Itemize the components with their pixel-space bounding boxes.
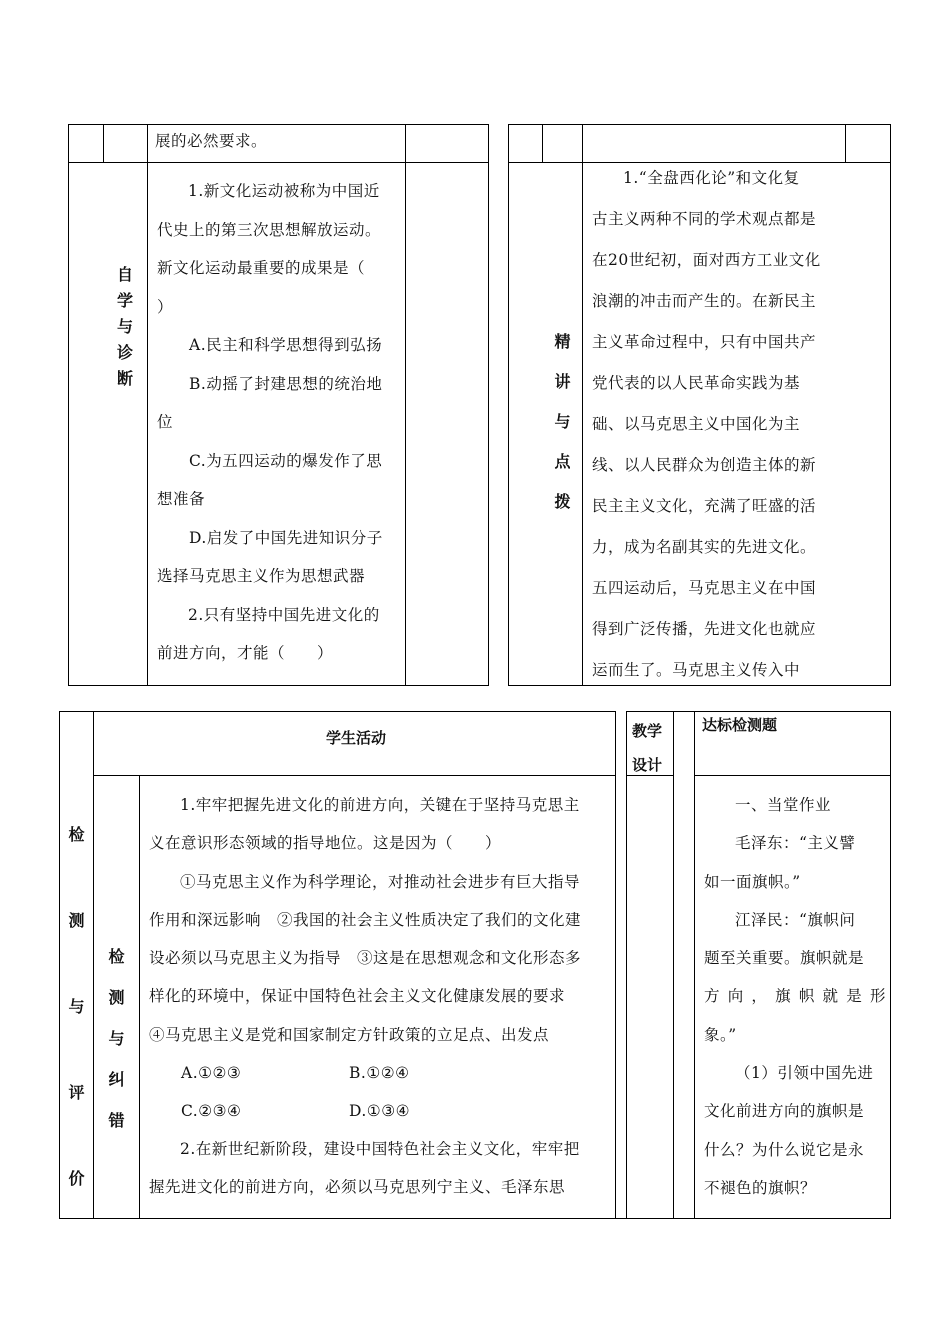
option-d: D.①③④ [349,1102,410,1121]
option-d: D.启发了中国先进知识分子 [189,528,383,547]
evaluation-label: 检 测 与 评 价 [68,825,85,1188]
option-b: B.①②④ [349,1064,410,1083]
header-student-activity: 学生活动 [326,729,387,747]
option-b: B.动摇了封建思想的统治地 [189,374,383,393]
header-standard-test: 达标检测题 [702,716,778,734]
activity-questions: 1.牢牢把握先进文化的前进方向，关键在于坚持马克思主 义在意识形态领域的指导地位。这是因为（ ） ①马克思主义作为科学理论，对推动社会进步有巨大指导 作用和深远影响 ②我国的社会主义性质决定了我们的文化建 设必须以马克思主义为指导 ③这是在思想观念和文化形态多 样化的环境中，保证中国特色社会主义文化健康发展的要求 ④马克思主义是党和国家制定方针政策的立足点、出发点 A.①②③ B.①②④ C.②③④ D.①③④ 2.在新世纪新阶段，建设中国特色社会主义文化，牢牢把 握先进文化的前进方向，必须以马克思列宁主义、毛泽东思 [149,786,613,1207]
correction-label: 检 测 与 纠 错 [108,947,125,1130]
explanation-text: 1.“全盘西化论”和文化复 古主义两种不同的学术观点都是 在20世纪初，面对西方工业文化 浪潮的冲击而产生的。在新民主 主义革命过程中，只有中国共产 党代表的以人民革命实践为基 础、以马克思主义中国化为主 线、以人民群众为创造主体的新 民主主义文化，充满了旺盛的活 力，成为名副其实的先进文化。 五四运动后，马克思主义在中国 得到广泛传播，先进文化也就应 运而生了。马克思主义传入中 [592,169,821,679]
header-teaching-design: 教学 设计 [632,722,663,774]
options-row-1 [149,1054,613,1092]
option-c: C.②③④ [181,1102,242,1121]
self-study-label: 自 学 与 诊 断 [116,265,133,388]
continuation-text: 展的必然要求。 [155,132,268,150]
option-a: A.①②③ [181,1064,242,1083]
options-row-2 [149,1092,613,1130]
explanation-label: 精 讲 与 点 拨 [554,332,571,511]
option-a: A.民主和科学思想得到弘扬 [189,336,383,354]
self-study-questions: 1.新文化运动被称为中国近 代史上的第三次思想解放运动。 新文化运动最重要的成果是（ ） A.民主和科学思想得到弘扬 B.动摇了封建思想的统治地 位 C.为五四运动的爆发作了思 想准备 D.启发了中国先进知识分子 选择马克思主义作为思想武器 2.只有坚持中国先进文化的 前进方向，才能（ ） [157,172,402,673]
option-c: C.为五四运动的爆发作了思 [189,451,383,470]
test-questions: 一、当堂作业 毛泽东：“主义譬 如一面旗帜。” 江泽民：“旗帜问 题至关重要。旗帜就是 方向，旗帜就是形 象。” （1）引领中国先进 文化前进方向的旗帜是 什么？为什么说它是永 不褪色的旗帜？ [704,796,886,1197]
